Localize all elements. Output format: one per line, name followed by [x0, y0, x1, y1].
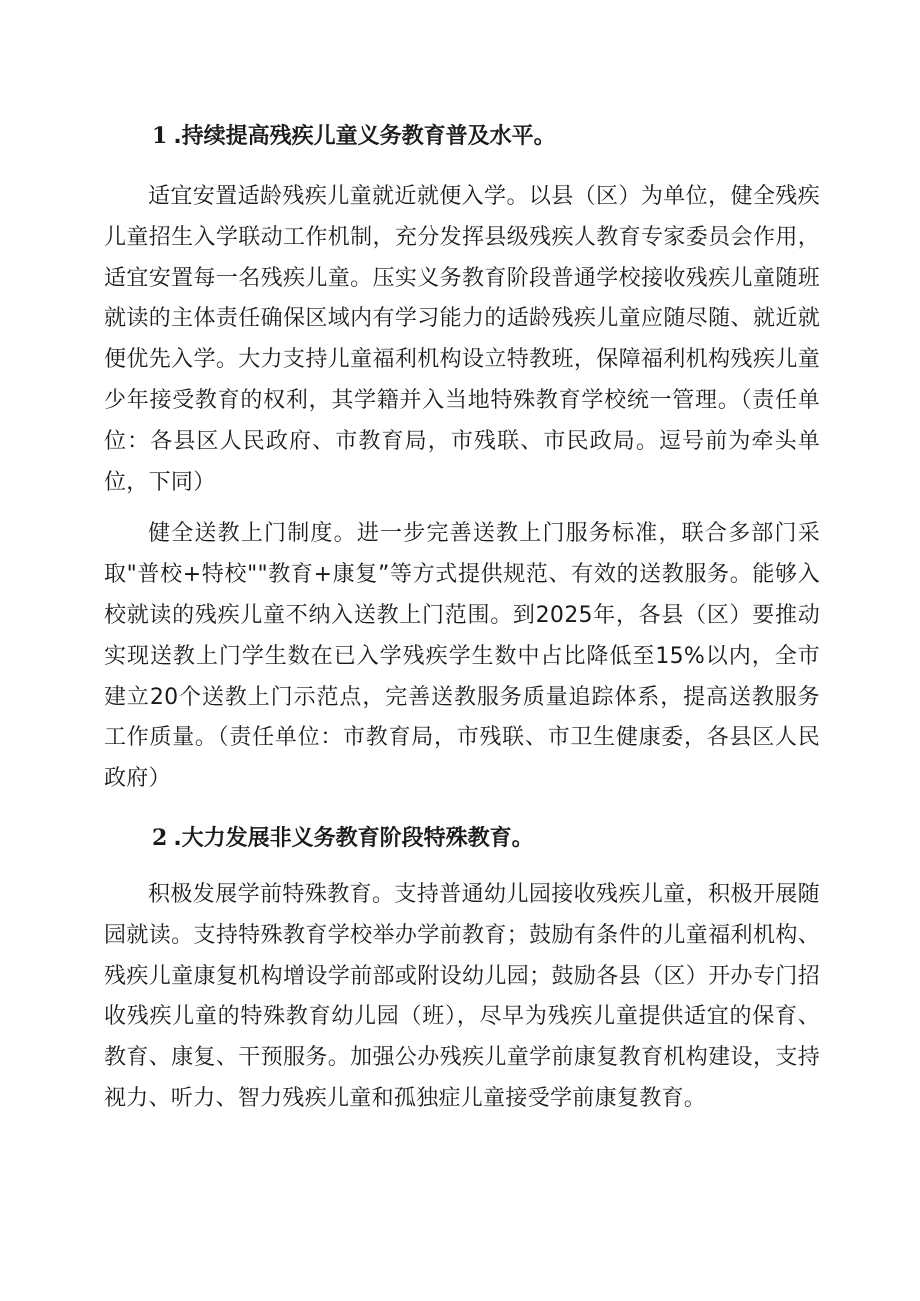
section-number: 2	[152, 824, 168, 851]
section-heading-2	[104, 816, 820, 861]
section-heading-1	[104, 114, 820, 159]
paragraph-placement: 适宜安置适龄残疾儿童就近就便入学。以县（区）为单位，健全残疾儿童招生入学联动工作机制，充分发挥县级残疾人教育专家委员会作用，适宜安置每一名残疾儿童。压实义务教育阶段普通学校接收残疾儿童随班就读的主体责任确保区域内有学习能力的适龄残疾儿童应随尽随、就近就便优先入学。大力支持儿童福利机构设立特教班，保障福利机构残疾儿童少年接受教育的权利，其学籍并入当地特殊教育学校统一管理。（责任单位：各县区人民政府、市教育局，市残联、市民政局。逗号前为牵头单位，下同）	[104, 184, 820, 495]
section-number: 1	[152, 123, 168, 149]
paragraph-home-teaching: 健全送教上门制度。进一步完善送教上门服务标准，联合多部门采取"普校+特校""教育+康复”等方式提供规范、有效的送教服务。能够入校就读的残疾儿童不纳入送教上门范围。到2025年，各县（区）要推动实现送教上门学生数在已入学残疾学生数中占比降低至15%以内，全市建立20个送教上门示范点，完善送教服务质量追踪体系，提高送教服务工作质量。（责任单位：市教育局，市残联、市卫生健康委，各县区人民政府）	[104, 521, 820, 792]
section-title: .大力发展非义务教育阶段特殊教育。	[173, 825, 534, 851]
paragraph-preschool: 积极发展学前特殊教育。支持普通幼儿园接收残疾儿童，积极开展随园就读。支持特殊教育学校举办学前教育；鼓励有条件的儿童福利机构、残疾儿童康复机构增设学前部或附设幼儿园；鼓励各县（区）开办专门招收残疾儿童的特殊教育幼儿园（班），尽早为残疾儿童提供适宜的保育、教育、康复、干预服务。加强公办残疾儿童学前康复教育机构建设，支持视力、听力、智力残疾儿童和孤独症儿童接受学前康复教育。	[104, 881, 820, 1111]
section-title: .持续提高残疾儿童义务教育普及水平。	[173, 124, 556, 149]
